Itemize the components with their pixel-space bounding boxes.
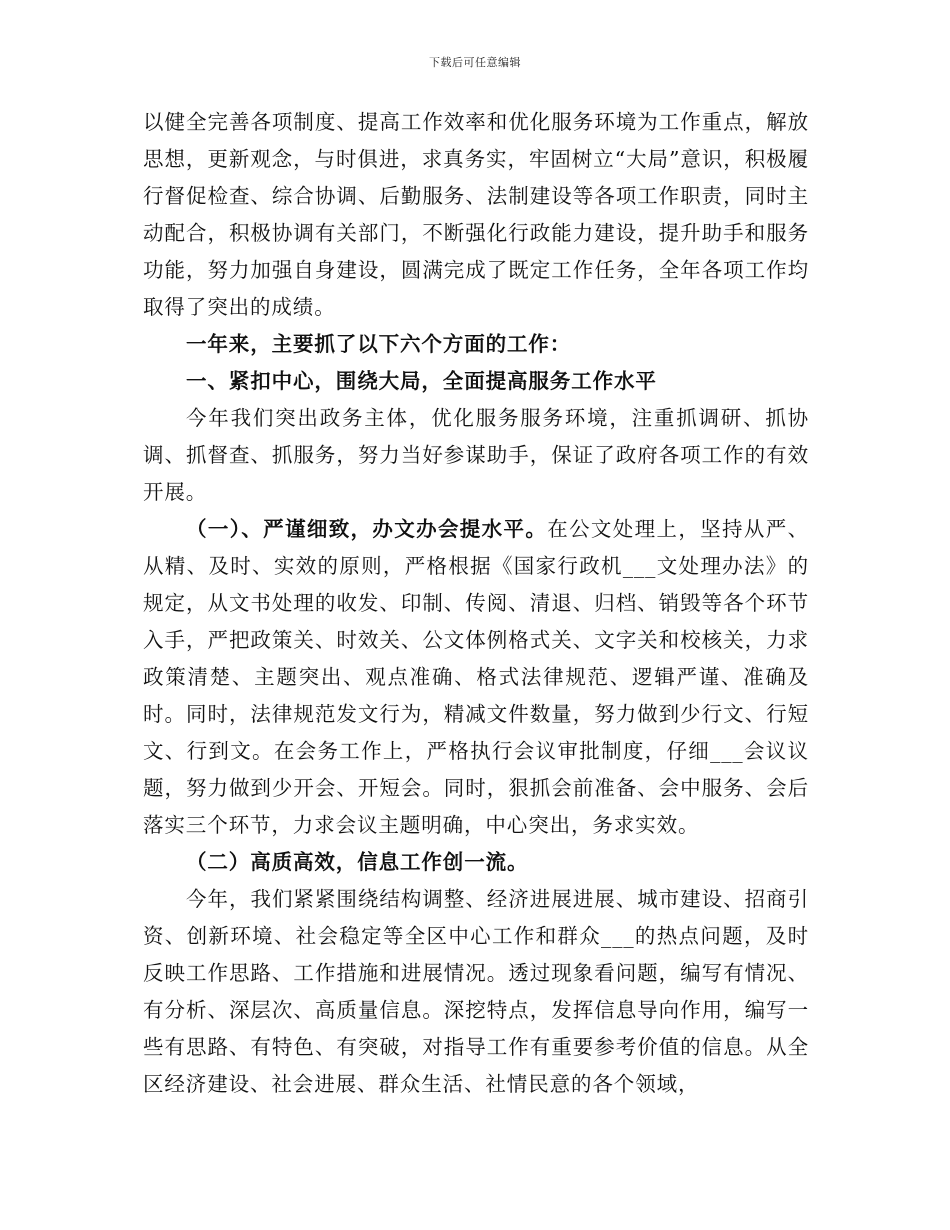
subsection-1-body: 在公文处理上，坚持从严、从精、及时、实效的原则，严格根据《国家行政机___文处理办法》的规定，从文书处理的收发、印制、传阅、清退、归档、销毁等各个环节入手，严把政策关、时效关、公文体例格式关、文字关和校核关，力求政策清楚、主题突出、观点准确、格式法律规范、逻辑严谨、准确及时。同时，法律规范发文行为，精减文件数量，努力做到少行文、行短文、行到文。在会务工作上，严格执行会议审批制度，仔细___会议议题，努力做到少开会、开短会。同时，狠抓会前准备、会中服务、会后落实三个环节，力求会议主题明确，中心突出，务求实效。 <box>143 517 809 837</box>
page-header-note: 下载后可任意编辑 <box>429 56 521 69</box>
paragraph-section-1: 今年我们突出政务主体，优化服务服务环境，注重抓调研、抓协调、抓督查、抓服务，努力当好参谋助手，保证了政府各项工作的有效开展。 <box>143 406 809 504</box>
document-body <box>143 104 809 1103</box>
paragraph-subsection-2: 今年，我们紧紧围绕结构调整、经济进展进展、城市建设、招商引资、创新环境、社会稳定等全区中心工作和群众___的热点问题，及时反映工作思路、工作措施和进展情况。透过现象看问题，编写有情况、有分析、深层次、高质量信息。深挖特点，发挥信息导向作用，编写一些有思路、有特色、有突破，对指导工作有重要参考价值的信息。从全区经济建设、社会进展、群众生活、社情民意的各个领域， <box>143 887 809 1096</box>
subsection-2-heading: （二）高质高效，信息工作创一流。 <box>186 850 529 874</box>
paragraph-opening: 以健全完善各项制度、提高工作效率和优化服务环境为工作重点，解放思想，更新观念，与时俱进，求真务实，牢固树立“大局”意识，积极履行督促检查、综合协调、后勤服务、法制建设等各项工作职责，同时主动配合，积极协调有关部门，不断强化行政能力建设，提升助手和服务功能，努力加强自身建设，圆满完成了既定工作任务，全年各项工作均取得了突出的成绩。 <box>143 110 809 319</box>
section-1-heading: 一、紧扣中心，围绕大局，全面提高服务工作水平 <box>186 369 657 393</box>
paragraph-subsection-1 <box>143 511 809 844</box>
subsection-1-heading: （一）、严谨细致，办文办会提水平。 <box>186 517 548 541</box>
intro-heading: 一年来，主要抓了以下六个方面的工作： <box>186 332 572 356</box>
